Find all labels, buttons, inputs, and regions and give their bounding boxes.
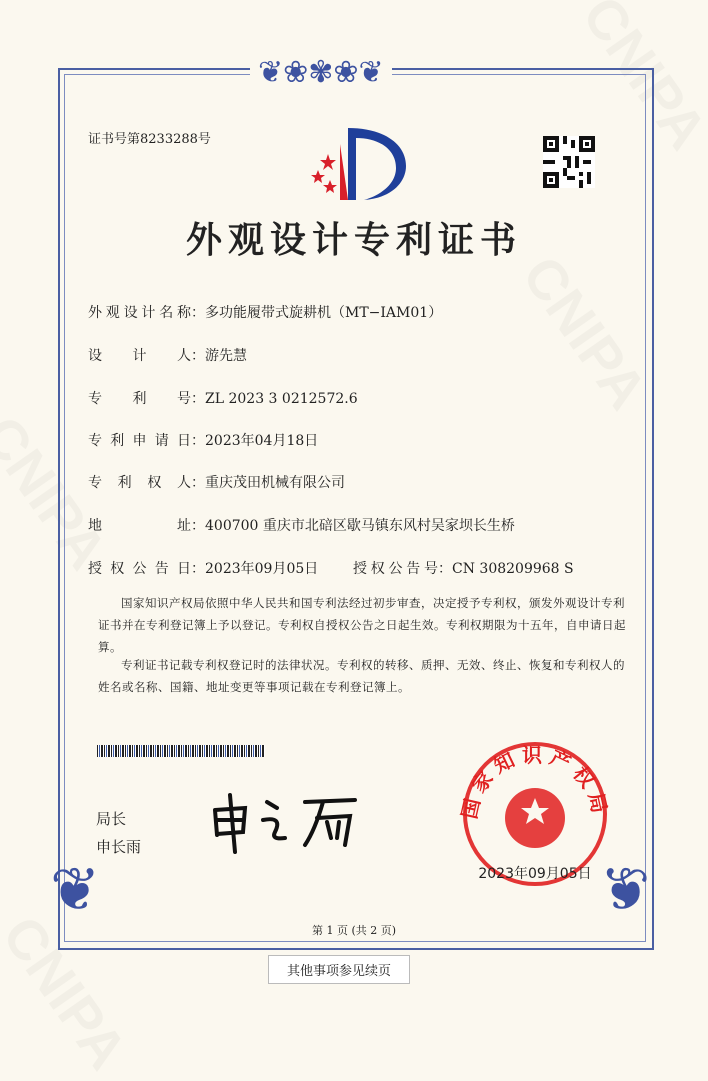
field-value: 多功能履带式旋耕机（MT−IAM01） bbox=[205, 305, 443, 321]
field-value: ZL 2023 3 0212572.6 bbox=[205, 391, 358, 407]
field-label: 地址 bbox=[88, 518, 191, 534]
legal-status-paragraph: 专利证书记载专利权登记时的法律状况。专利权的转移、质押、无效、终止、恢复和专利权人的姓名或名称、国籍、地址变更等事项记载在专利登记簿上。 bbox=[98, 658, 625, 694]
field-value: CN 308209968 S bbox=[452, 561, 574, 577]
seal-text: 国家知识产权局 bbox=[457, 743, 613, 821]
field-designer: 设计人：游先慧 bbox=[88, 345, 247, 365]
field-design-name: 外观设计名称：多功能履带式旋耕机（MT−IAM01） bbox=[88, 302, 442, 322]
field-value: 400700 重庆市北碚区歇马镇东风村吴家坝长生桥 bbox=[205, 518, 515, 534]
page-title: 外观设计专利证书 bbox=[185, 219, 522, 261]
field-label: 设计人 bbox=[88, 348, 191, 364]
field-label: 专利号 bbox=[88, 391, 191, 407]
certificate-number: 证书号第8233288号 bbox=[88, 132, 211, 147]
field-label: 专利申请日 bbox=[88, 433, 191, 449]
corner-ornament-br: ❦ bbox=[600, 855, 651, 925]
cnipa-logo bbox=[300, 124, 410, 204]
field-patent-number: 专利号：ZL 2023 3 0212572.6 bbox=[88, 388, 358, 408]
director-name: 申长雨 bbox=[96, 838, 142, 856]
field-patentee: 专利权人：重庆茂田机械有限公司 bbox=[88, 472, 345, 492]
continuation-note: 其他事项参见续页 bbox=[268, 955, 410, 984]
qr-code[interactable] bbox=[543, 136, 595, 188]
field-value: 游先慧 bbox=[205, 348, 247, 364]
field-application-date: 专利申请日：2023年04月18日 bbox=[88, 430, 318, 450]
field-value: 2023年04月18日 bbox=[205, 433, 319, 449]
grant-paragraph: 国家知识产权局依照中华人民共和国专利法经过初步审查，决定授予专利权，颁发外观设计专利证书并在专利登记簿上予以登记。专利权自授权公告之日起生效。专利权期限为十五年，自申请日起算。 bbox=[98, 596, 626, 654]
field-label: 专利权人 bbox=[88, 475, 191, 491]
field-label: 外观设计名称 bbox=[88, 305, 191, 321]
field-value: 重庆茂田机械有限公司 bbox=[205, 475, 345, 491]
field-address: 地址：400700 重庆市北碚区歇马镇东风村吴家坝长生桥 bbox=[88, 515, 515, 535]
barcode bbox=[97, 745, 265, 757]
seal-date: 2023年09月05日 bbox=[478, 866, 592, 882]
field-label: 授权公告号 bbox=[353, 561, 438, 577]
field-grant-date: 授权公告日：2023年09月05日 bbox=[88, 558, 318, 578]
page-indicator: 第 1 页 (共 2 页) bbox=[311, 924, 397, 937]
top-ornament: ❦❀✾❀❦ bbox=[250, 58, 392, 88]
official-seal bbox=[455, 740, 615, 890]
director-title: 局长 bbox=[96, 810, 127, 828]
director-signature bbox=[205, 790, 370, 855]
field-value: 2023年09月05日 bbox=[205, 561, 319, 577]
field-label: 授权公告日 bbox=[88, 561, 191, 577]
field-publication-number: 授权公告号：CN 308209968 S bbox=[353, 558, 574, 578]
corner-ornament-bl: ❦ bbox=[50, 855, 101, 925]
